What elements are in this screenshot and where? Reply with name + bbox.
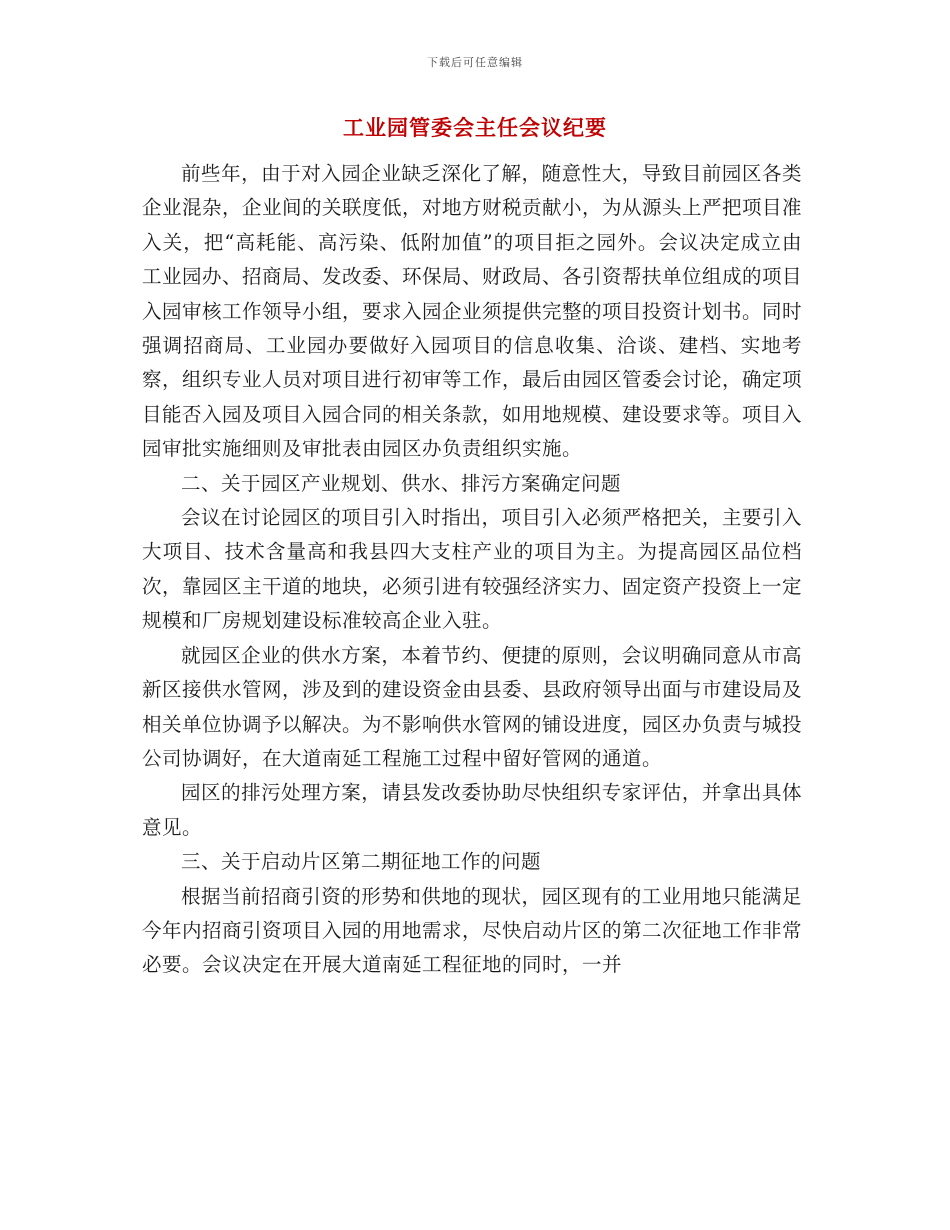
paragraph-sewage: 园区的排污处理方案，请县发改委协助尽快组织专家评估，并拿出具体意见。 xyxy=(142,781,802,839)
section-heading-3: 三、关于启动片区第二期征地工作的问题 xyxy=(181,850,542,874)
paragraph-land-acquisition: 根据当前招商引资的形势和供地的现状，园区现有的工业用地只能满足今年内招商引资项目入园的用地需求，尽快启动片区的第二次征地工作非常必要。会议决定在开展大道南延工程征地的同时，一并 xyxy=(142,884,803,977)
paragraph-project-introduction: 会议在讨论园区的项目引入时指出，项目引入必须严格把关，主要引入大项目、技术含量高和我县四大支柱产业的项目为主。为提高园区品位档次，靠园区主干道的地块，必须引进有较强经济实力、固定资产投资上一定规模和厂房规划建设标准较高企业入驻。 xyxy=(142,506,803,633)
header-note: 下载后可任意编辑 xyxy=(427,56,523,69)
paragraph-water-supply: 就园区企业的供水方案，本着节约、便捷的原则，会议明确同意从市高新区接供水管网，涉及到的建设资金由县委、县政府领导出面与市建设局及相关单位协调予以解决。为不影响供水管网的铺设进度，园区办负责与城投公司协调好，在大道南延工程施工过程中留好管网的通道。 xyxy=(142,643,803,770)
document-body xyxy=(142,157,802,983)
section-heading-2: 二、关于园区产业规划、供水、排污方案确定问题 xyxy=(181,471,622,495)
document-title: 工业园管委会主任会议纪要 xyxy=(343,115,607,140)
paragraph-project-admission: 前些年，由于对入园企业缺乏深化了解，随意性大，导致目前园区各类企业混杂，企业间的关联度低，对地方财税贡献小，为从源头上严把项目准入关，把“高耗能、高污染、低附加值”的项目拒之园外。会议决定成立由工业园办、招商局、发改委、环保局、财政局、各引资帮扶单位组成的项目入园审核工作领导小组，要求入园企业须提供完整的项目投资计划书。同时强调招商局、工业园办要做好入园项目的信息收集、洽谈、建档、实地考察，组织专业人员对项目进行初审等工作，最后由园区管委会讨论，确定项目能否入园及项目入园合同的相关条款，如用地规模、建设要求等。项目入园审批实施细则及审批表由园区办负责组织实施。 xyxy=(142,162,803,461)
